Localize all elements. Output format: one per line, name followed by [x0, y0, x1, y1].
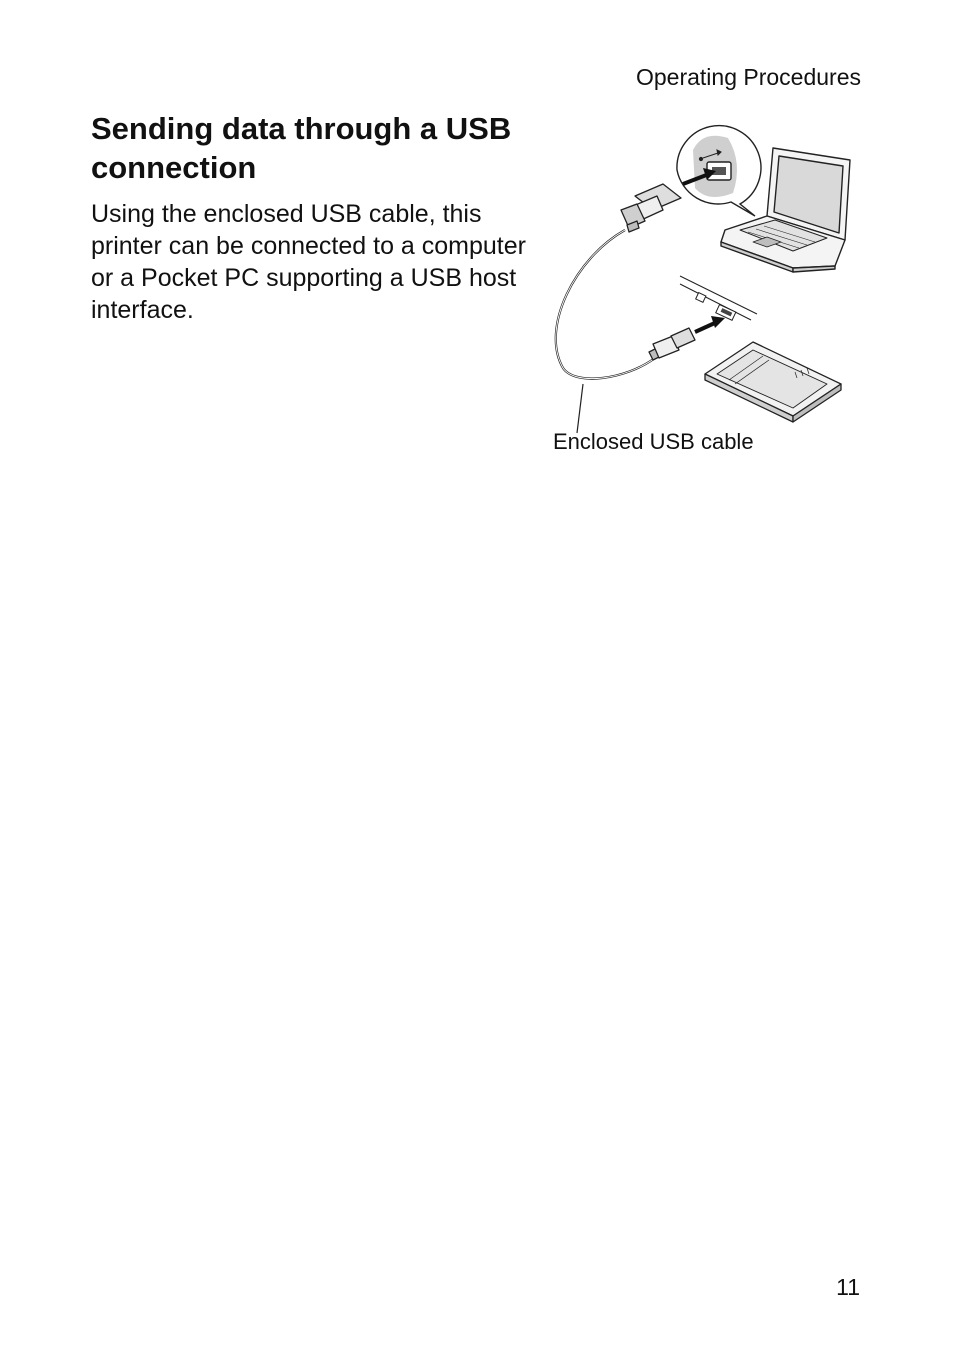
page-number: 11: [836, 1274, 860, 1300]
figure-caption: Enclosed USB cable: [553, 429, 754, 454]
section-body: Using the enclosed USB cable, this printer can be connected to a computer or a Pocket PC supporting a USB host interface.: [91, 200, 526, 324]
section-title: Sending data through a USB connection: [91, 111, 512, 185]
running-header: Operating Procedures: [635, 64, 861, 90]
usb-port-callout: [677, 126, 761, 216]
printer-illustration: [705, 342, 841, 422]
usb-plug-printer-side: [649, 328, 695, 360]
usb-plug-illustration: [621, 184, 681, 232]
usb-connection-illustration: [545, 118, 855, 463]
arrow-to-printer: [695, 316, 725, 332]
printer-port-panel: [680, 276, 757, 320]
usb-cable: [556, 230, 655, 379]
caption-leader-line: [577, 384, 583, 433]
